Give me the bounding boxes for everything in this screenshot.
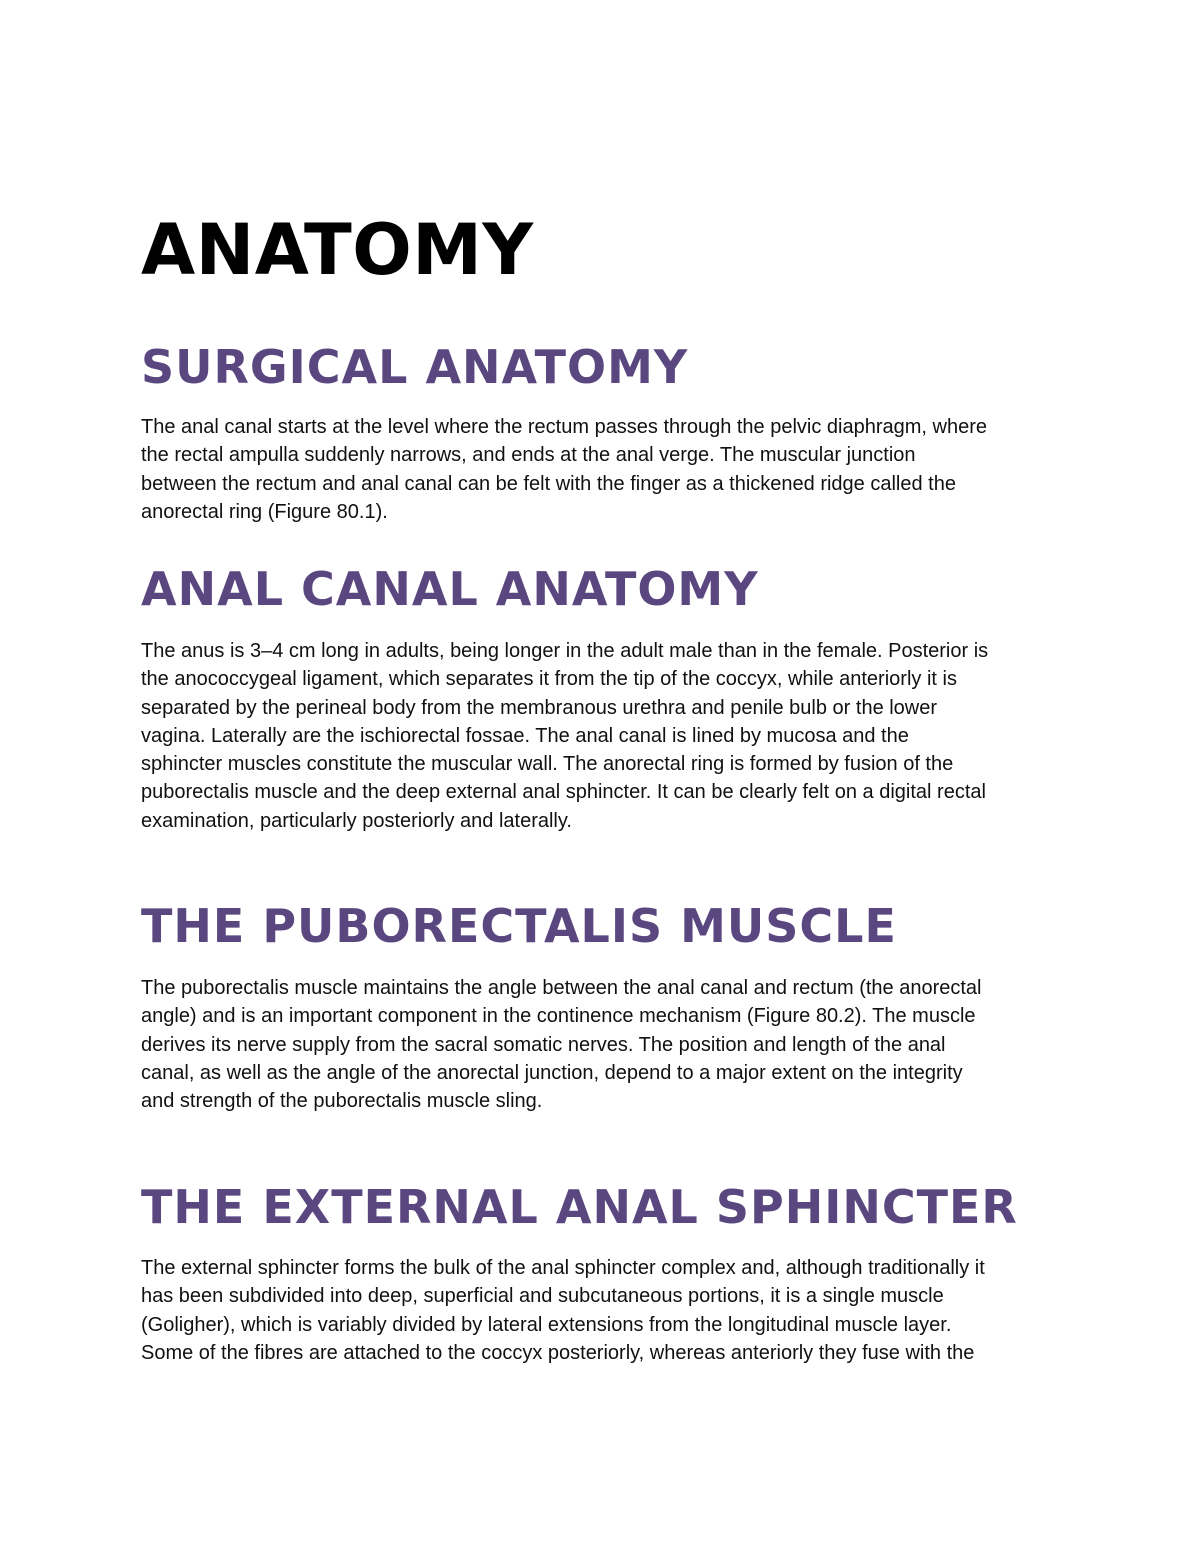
paragraph-line: vagina. Laterally are the ischiorectal fossae. The anal canal is lined by mucosa and the	[141, 724, 909, 747]
paragraph-line: and strength of the puborectalis muscle sling.	[141, 1090, 543, 1113]
paragraph-line: puborectalis muscle and the deep external anal sphincter. It can be clearly felt on a digital rectal	[141, 781, 986, 804]
paragraph-line: between the rectum and anal canal can be felt with the finger as a thickened ridge called the	[141, 472, 956, 495]
paragraph-line: The puborectalis muscle maintains the angle between the anal canal and rectum (the anorectal	[141, 977, 982, 999]
paragraph-line: sphincter muscles constitute the muscular wall. The anorectal ring is formed by fusion of the	[141, 753, 954, 776]
paragraph-line: The anus is 3–4 cm long in adults, being longer in the adult male than in the female. Posterior is	[141, 640, 989, 662]
paragraph-line: has been subdivided into deep, superficial and subcutaneous portions, it is a single muscle	[141, 1285, 944, 1308]
paragraph-line: The anal canal starts at the level where the rectum passes through the pelvic diaphragm, where	[141, 416, 988, 438]
paragraph-line: The external sphincter forms the bulk of the anal sphincter complex and, although traditionally it	[141, 1257, 985, 1279]
section-paragraph-puborectalis-muscle	[141, 974, 1071, 1115]
paragraph-line: (Goligher), which is variably divided by lateral extensions from the longitudinal muscle layer.	[141, 1313, 952, 1336]
section-paragraph-surgical-anatomy	[141, 413, 1071, 526]
paragraph-line: the anococcygeal ligament, which separates it from the tip of the coccyx, while anteriorly it is	[141, 668, 957, 691]
section-heading-surgical-anatomy: SURGICAL ANATOMY	[141, 340, 689, 394]
paragraph-line: canal, as well as the angle of the anorectal junction, depend to a major extent on the integrity	[141, 1061, 963, 1084]
section-heading-anal-canal-anatomy: ANAL CANAL ANATOMY	[141, 562, 759, 616]
paragraph-line: separated by the perineal body from the membranous urethra and penile bulb or the lower	[141, 696, 938, 719]
section-heading-external-anal-sphincter: THE EXTERNAL ANAL SPHINCTER	[141, 1180, 1018, 1234]
paragraph-line: the rectal ampulla suddenly narrows, and ends at the anal verge. The muscular junction	[141, 444, 916, 467]
paragraph-line: examination, particularly posteriorly and laterally.	[141, 809, 572, 832]
section-heading-puborectalis-muscle: THE PUBORECTALIS MUSCLE	[141, 899, 897, 953]
paragraph-line: angle) and is an important component in the continence mechanism (Figure 80.2). The muscle	[141, 1005, 976, 1028]
paragraph-line: Some of the fibres are attached to the coccyx posteriorly, whereas anteriorly they fuse with the	[141, 1341, 975, 1364]
section-paragraph-external-anal-sphincter	[141, 1254, 1071, 1367]
section-paragraph-anal-canal-anatomy	[141, 637, 1071, 835]
paragraph-line: derives its nerve supply from the sacral somatic nerves. The position and length of the anal	[141, 1033, 946, 1056]
paragraph-line: anorectal ring (Figure 80.1).	[141, 500, 388, 523]
page-title: ANATOMY	[141, 209, 534, 291]
